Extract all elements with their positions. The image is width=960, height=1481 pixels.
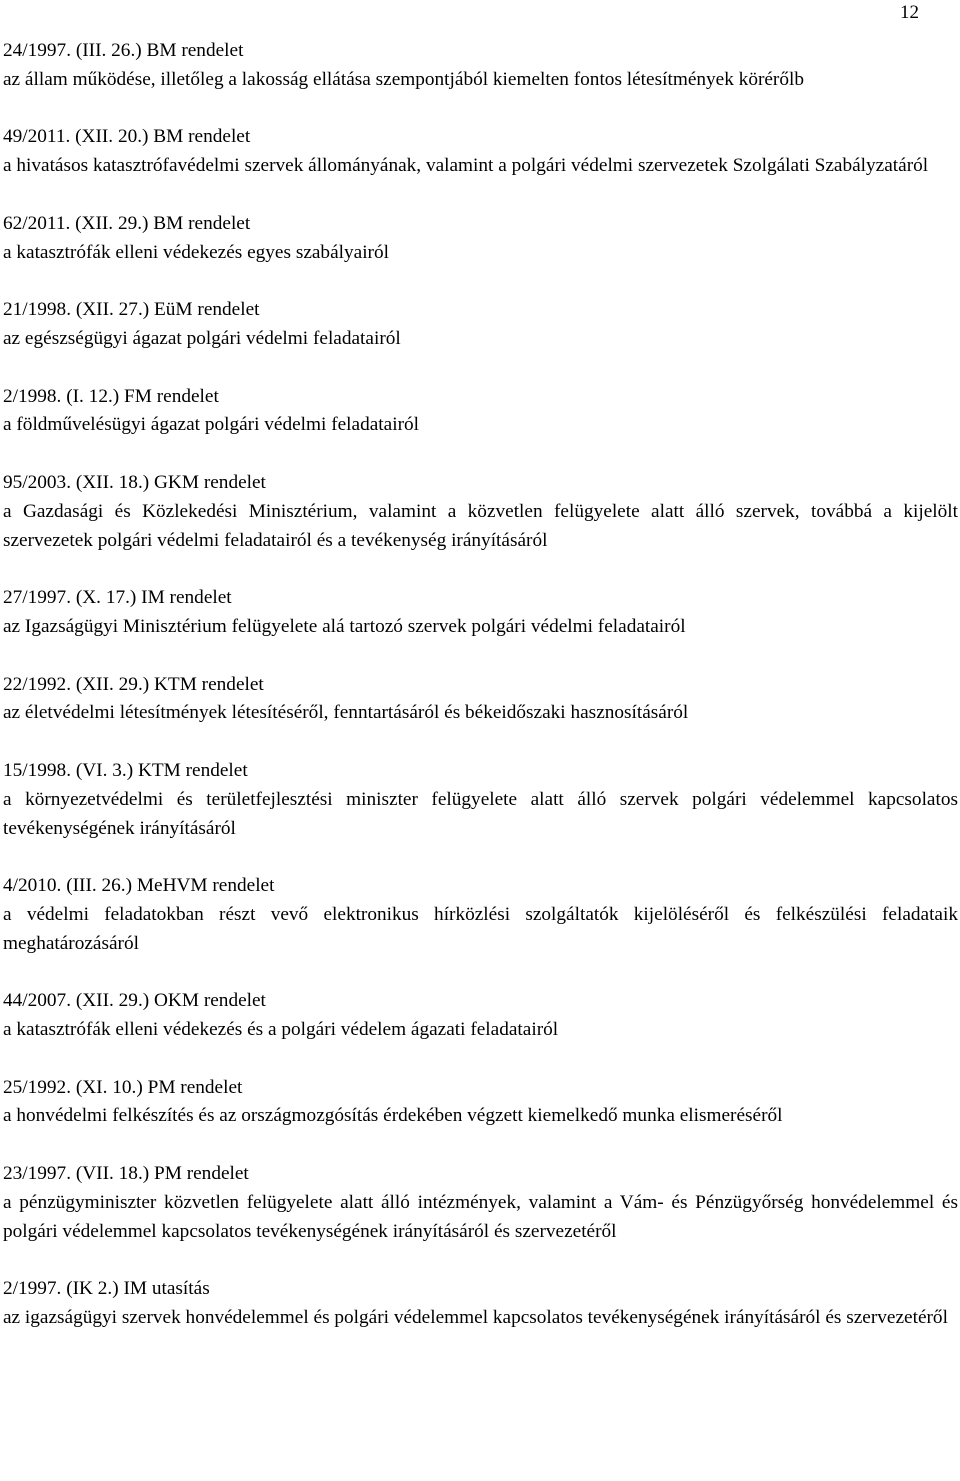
regulation-reference: 62/2011. (XII. 29.) BM rendelet [3, 212, 251, 234]
regulation-entry [3, 469, 958, 555]
regulation-reference: 2/1997. (IK 2.) IM utasítás [3, 1278, 210, 1300]
regulation-entry [3, 37, 958, 95]
regulation-title: az életvédelmi létesítmények létesítéséről, fenntartásáról és békeidőszaki hasznosításáról [3, 702, 689, 724]
regulation-title: az állam működése, illetőleg a lakosság ellátása szempontjából kiemelten fontos létesítmények körérőlb [3, 68, 804, 90]
regulation-title: az egészségügyi ágazat polgári védelmi feladatairól [3, 327, 401, 349]
regulation-entry [3, 671, 958, 729]
regulation-reference: 23/1997. (VII. 18.) PM rendelet [3, 1163, 249, 1185]
regulation-reference: 15/1998. (VI. 3.) KTM rendelet [3, 759, 248, 781]
regulation-entry [3, 872, 958, 958]
regulation-title: az Igazságügyi Minisztérium felügyelete alá tartozó szervek polgári védelmi feladatairól [3, 615, 686, 637]
regulation-entry [3, 1074, 958, 1132]
regulation-list [3, 37, 958, 1333]
regulation-entry [3, 210, 958, 268]
regulation-entry [3, 1275, 958, 1333]
regulation-reference: 25/1992. (XI. 10.) PM rendelet [3, 1076, 243, 1098]
regulation-title: a Gazdasági és Közlekedési Minisztérium, valamint a közvetlen felügyelete alatt álló szervek, továbbá a kijelölt szervezetek polgári védelmi feladatairól és a tevékenység irányításáról [3, 500, 958, 551]
page-number: 12 [900, 2, 919, 23]
regulation-entry [3, 757, 958, 843]
regulation-entry [3, 584, 958, 642]
regulation-title: a honvédelmi felkészítés és az országmozgósítás érdekében végzett kiemelkedő munka elismeréséről [3, 1105, 783, 1127]
regulation-title: a pénzügyminiszter közvetlen felügyelete alatt álló intézmények, valamint a Vám- és Pénzügyőrség honvédelemmel és polgári védelemmel kapcsolatos tevékenységének irányításáról és szervezetéről [3, 1191, 958, 1242]
regulation-reference: 21/1998. (XII. 27.) EüM rendelet [3, 299, 260, 321]
regulation-entry [3, 296, 958, 354]
regulation-reference: 24/1997. (III. 26.) BM rendelet [3, 40, 244, 61]
regulation-reference: 22/1992. (XII. 29.) KTM rendelet [3, 673, 264, 695]
regulation-entry [3, 1160, 958, 1246]
regulation-title: az igazságügyi szervek honvédelemmel és polgári védelemmel kapcsolatos tevékenységének irányításáról és szervezetéről [3, 1307, 948, 1329]
regulation-reference: 27/1997. (X. 17.) IM rendelet [3, 587, 232, 609]
regulation-reference: 44/2007. (XII. 29.) OKM rendelet [3, 990, 266, 1012]
regulation-entry [3, 383, 958, 441]
regulation-reference: 2/1998. (I. 12.) FM rendelet [3, 385, 219, 407]
regulation-reference: 95/2003. (XII. 18.) GKM rendelet [3, 471, 266, 493]
regulation-title: a hivatásos katasztrófavédelmi szervek állományának, valamint a polgári védelmi szervezetek Szolgálati Szabályzatáról [3, 155, 929, 177]
regulation-reference: 4/2010. (III. 26.) MeHVM rendelet [3, 875, 275, 897]
regulation-title: a katasztrófák elleni védekezés egyes szabályairól [3, 241, 389, 263]
regulation-title: a földművelésügyi ágazat polgári védelmi feladatairól [3, 414, 419, 436]
regulation-reference: 49/2011. (XII. 20.) BM rendelet [3, 126, 251, 148]
regulation-entry [3, 123, 958, 181]
regulation-title: a környezetvédelmi és területfejlesztési miniszter felügyelete alatt álló szervek polgári védelemmel kapcsolatos tevékenységének irányításáról [3, 788, 958, 839]
regulation-title: a védelmi feladatokban részt vevő elektronikus hírközlési szolgáltatók kijelöléséről és felkészülési feladataik meghatározásáról [3, 903, 958, 954]
regulation-entry [3, 987, 958, 1045]
regulation-title: a katasztrófák elleni védekezés és a polgári védelem ágazati feladatairól [3, 1019, 559, 1041]
